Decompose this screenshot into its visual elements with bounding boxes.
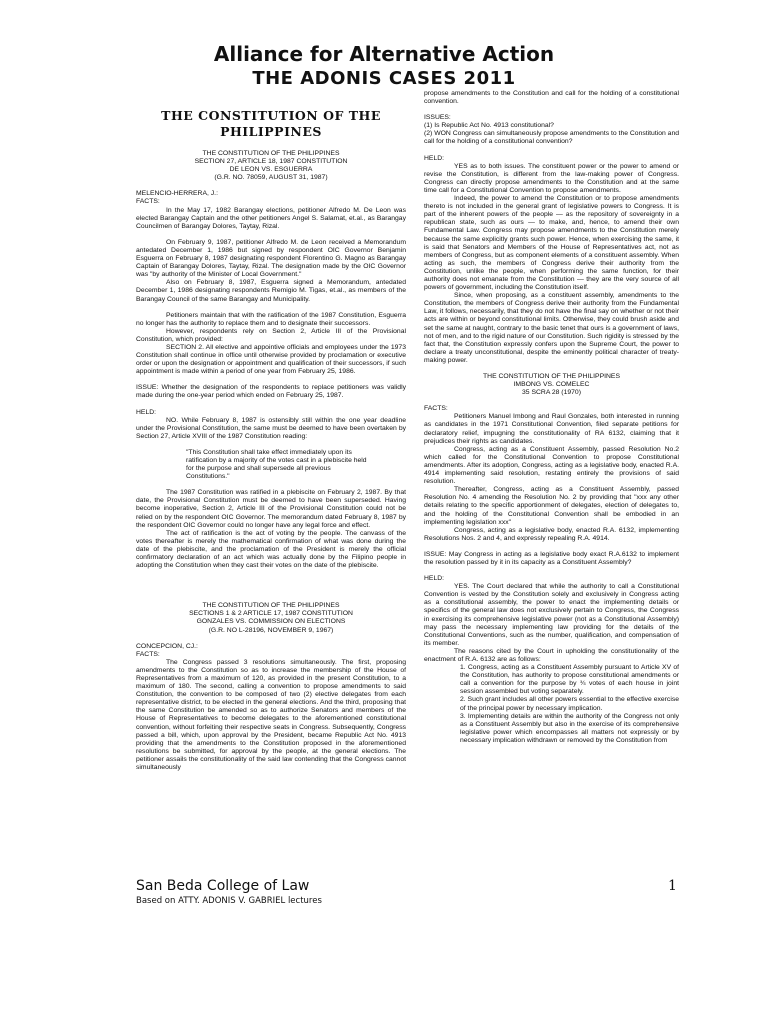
issue-item: (2) WON Congress can simultaneously propose amendments to the Constitution and call for the holding of a constitutional convention? bbox=[424, 130, 680, 146]
case-heading: IMBONG VS. COMELEC bbox=[513, 381, 590, 389]
case-heading: THE CONSTITUTION OF THE PHILIPPINES bbox=[202, 150, 340, 157]
issue: ISSUE: May Congress in acting as a legislative body exact R.A.6132 to implement the resolution passed by it in its capacity as a Constituent Assembly? bbox=[424, 550, 679, 566]
paragraph: SECTION 2. All elective and appointive officials and employees under the 1973 Constitution shall continue in office until otherwise provided by proclamation or executive order or upon the designation or appointment and qualification of their successors, if such appointment is made within a period of one year from February 25, 1986. bbox=[136, 343, 406, 376]
held-label: HELD: bbox=[136, 408, 157, 416]
issue-item: (1) Is Republic Act No. 4913 constitutional? bbox=[424, 122, 554, 130]
issue: ISSUE: Whether the designation of the respondents to replace petitioners was validly made during the one-year period which ended on February 25, 1987. bbox=[136, 384, 406, 400]
list-item: 2. Such grant includes all other powers essential to the effective exercise of the principal power by necessary implication. bbox=[460, 696, 680, 712]
section-title: THE CONSTITUTION OF THE PHILIPPINES bbox=[161, 108, 381, 139]
case-heading: (G.R. NO. 78059, AUGUST 31, 1987) bbox=[214, 174, 328, 182]
case-heading: 35 SCRA 28 (1970) bbox=[522, 389, 581, 397]
paragraph: Thereafter, Congress, acting as a Constituent Assembly, passed Resolution No. 4 amending the Resolution No. 2 by providing that "xxx any other details relating to the specific apportionment of delegates, election of delegates to, and the holding of the Constitutional Convention shall be embodied in an implementing legislation xxx" bbox=[424, 486, 679, 526]
block-quote: "This Constitution shall take effect immediately upon its ratification by a majority of the votes cast in a plebiscite held for the purpose and shall supersede all previous Constitutions." bbox=[186, 448, 367, 481]
paragraph: Since, when proposing, as a constituent assembly, amendments to the Constitution, the members of Congress derive their authority from the Fundamental Law, it follows, necessarily, that they do not have the final say on whether or not their acts are within or beyond constitutional limits. Otherwise, they could brush aside and set the same at naught, contrary to the basic tenet that ours is a government of laws, not of men, and to the rigid nature of our Constitution. Such rigidity is stressed by the fact that, the Constitution expressly confers upon the Supreme Court, the power to declare a treaty unconstitutional, despite the eminently political character of treaty-making power. bbox=[424, 292, 679, 364]
paragraph: YES. The Court declared that while the authority to call a Constitutional Convention is vested by the Constitution solely and exclusively in Congress acting as a constitutional assembly, the power to enact the implementing details or specifics of the general law does not exclusively pertain to Congress, the Congress in exercising its comprehensive legislative power (not as a Constitutional Assembly) may pass the necessary implementing law providing for the details of the Constitutional Conventions, such as the number, qualification, and compensation of its member. bbox=[424, 583, 679, 647]
organization-header: Alliance for Alternative Action bbox=[213, 42, 555, 66]
facts-label: FACTS: bbox=[424, 405, 448, 413]
case-heading: SECTION 27, ARTICLE 18, 1987 CONSTITUTION bbox=[194, 158, 348, 166]
right-column bbox=[424, 90, 679, 745]
paragraph: On February 9, 1987, petitioner Alfredo M. de Leon received a Memorandum antedated December 1, 1986 but signed by respondent OIC Governor Benjamin Esguerra on February 8, 1987 designating respondent Florentino G. Magno as Barangay Captain of Barangay Dolores, Taytay, Rizal. The designation made by the OIC Governor was "by authority of the Minister of Local Government." bbox=[136, 238, 406, 279]
paragraph: The reasons cited by the Court in upholding the constitutionality of the enactment of R.A. 6132 are as follows: bbox=[424, 647, 679, 663]
case-heading: THE CONSTITUTION OF THE PHILIPPINES bbox=[202, 602, 340, 610]
footer-school: San Beda College of Law bbox=[136, 878, 310, 894]
list-item: 3. Implementing details are within the authority of the Congress not only as a Constituent Assembly but also in the exercise of its comprehensive legislative power which encompasses all matters not expressly or by necessary implication withdrawn or removed by the Constitution from bbox=[460, 712, 679, 744]
issues-label: ISSUES: bbox=[424, 114, 451, 122]
paragraph: Congress, acting as a Constituent Assembly, passed Resolution No.2 which called for the Constitutional Convention to propose Constitutional amendments. After its adoption, Congress, acting as a legislative body, enacted R.A. 4914 implementing said resolution, restating entirely the provisions of said resolution. bbox=[424, 445, 679, 486]
facts-label: FACTS: bbox=[136, 650, 160, 658]
ponente: CONCEPCION, CJ.: bbox=[136, 642, 198, 650]
paragraph: The 1987 Constitution was ratified in a plebiscite on February 2, 1987. By that date, the Provisional Constitution must be deemed to have been superseded. Having become inoperative, Section 2, Article III of the Provisional Constitution could not be relied on by the respondent OIC Governor. The memorandum dated February 8, 1987 by the respondent OIC Governor could no longer have any legal force and effect. bbox=[136, 489, 406, 529]
case-heading: GONZALES VS. COMMISSION ON ELECTIONS bbox=[196, 618, 346, 626]
paragraph: The Congress passed 3 resolutions simultaneously. The first, proposing amendments to the Constitution so as to increase the membership of the House of Representatives from a maximum of 120, as provided in the present Constitution, to a maximum of 180. The second, calling a convention to propose amendments to said Constitution, the convention to be composed of two (2) elective delegates from each representative district, to be elected in the general elections. And the third, proposing that the same Constitution be amended so as to authorize Senators and members of the House of Representatives to become delegates to the aforementioned constitutional convention, without forfeiting their respective seats in Congress. Subsequently, Congress passed a bill, which, upon approval by the President, became Republic Act No. 4913 providing that the amendments to the Constitution proposed in the aforementioned resolutions be submitted, for approval by the people, at the general elections. The petitioner assails the constitutionality of the said law contending that the Congress cannot simultaneously bbox=[136, 658, 406, 771]
page-number: 1 bbox=[668, 878, 677, 894]
paragraph: Also on February 8, 1987, Esguerra signed a Memorandum, antedated December 1, 1986 designating respondents Remigio M. Tigas, et.al., as members of the Barangay Council of the same Barangay and Municipality. bbox=[136, 279, 406, 303]
paragraph: NO. While February 8, 1987 is ostensibly still within the one year deadline under the Provisional Constitution, the same must be deemed to have been overtaken by Section 27, Article XVIII of the 1987 Constitution reading: bbox=[136, 416, 406, 440]
paragraph: YES as to both issues. The constituent power or the power to amend or revise the Constitution, is different from the law-making power of Congress. Congress can directly propose amendments to the Constitution and at the same time call for a Constitutional Convention to propose amendments. bbox=[424, 162, 679, 194]
case-heading: (G.R. NO L-28196, NOVEMBER 9, 1967) bbox=[208, 626, 334, 634]
paragraph: Congress, acting as a legislative body, enacted R.A. 6132, implementing Resolutions Nos. 2 and 4, and expressly repealing R.A. 4914. bbox=[424, 526, 679, 542]
facts-label: FACTS: bbox=[136, 198, 160, 206]
case-heading: DE LEON VS. ESGUERRA bbox=[229, 166, 313, 174]
paragraph: propose amendments to the Constitution and call for the holding of a constitutional convention. bbox=[424, 90, 679, 106]
paragraph: Petitioners maintain that with the ratification of the 1987 Constitution, Esguerra no longer has the authority to replace them and to designate their successors. bbox=[136, 311, 406, 327]
paragraph: Petitioners Manuel Imbong and Raul Gonzales, both interested in running as candidates in the 1971 Constitutional Convention, filed separate petitions for declaratory relief, impugning the constitutionality of RA 6132, claiming that it prejudices their rights as candidates. bbox=[424, 413, 679, 445]
document-title: THE ADONIS CASES 2011 bbox=[252, 68, 516, 89]
paragraph: However, respondents rely on Section 2, Article III of the Provisional Constitution, which provided: bbox=[136, 327, 406, 343]
held-label: HELD: bbox=[424, 154, 445, 162]
paragraph: The act of ratification is the act of voting by the people. The canvass of the votes thereafter is merely the mathematical confirmation of what was done during the date of the plebiscite, and the proclamation of the President is merely the official confirmatory declaration of an act which was actually done by the Filipino people in adopting the Constitution when they cast their votes on the date of the plebiscite. bbox=[136, 529, 406, 570]
ponente: MELENCIO-HERRERA, J.: bbox=[136, 190, 218, 198]
case-heading: SECTIONS 1 & 2 ARTICLE 17, 1987 CONSTITUTION bbox=[189, 610, 353, 618]
held-label: HELD: bbox=[424, 575, 445, 583]
case-heading: THE CONSTITUTION OF THE PHILIPPINES bbox=[483, 373, 620, 380]
left-column bbox=[136, 104, 406, 772]
paragraph: In the May 17, 1982 Barangay elections, petitioner Alfredo M. De Leon was elected Barangay Captain and the other petitioners Angel S. Salamat, et.al., as Barangay Councilmen of Barangay Dolores, Taytay, Rizal. bbox=[136, 206, 406, 230]
footer-credit: Based on ATTY. ADONIS V. GABRIEL lectures bbox=[136, 896, 322, 906]
paragraph: Indeed, the power to amend the Constitution or to propose amendments thereto is not included in the general grant of legislative powers to Congress. It is part of the inherent powers of the people — as the repository of sovereignty in a republican state, such as ours — to make, and, hence, to amend their own Fundamental Law. Congress may propose amendments to the Constitution merely because the same explicitly grants such power. Hence, when exercising the same, it is said that Senators and Members of the House of Representatives act, not as members of Congress, but as component elements of a constituent assembly. When acting as such, the members of Congress derive their authority from the Constitution, unlike the people, when performing the same function, for their authority does not emanate from the Constitution — they are the very source of all powers of government, including the Constitution itself. bbox=[424, 195, 679, 292]
list-item: 1. Congress, acting as a Constituent Assembly pursuant to Article XV of the Constitution, has authority to propose constitutional amendments or call a convention for the purpose by ¾ votes of each house in joint session assembled but voting separately. bbox=[460, 664, 679, 696]
